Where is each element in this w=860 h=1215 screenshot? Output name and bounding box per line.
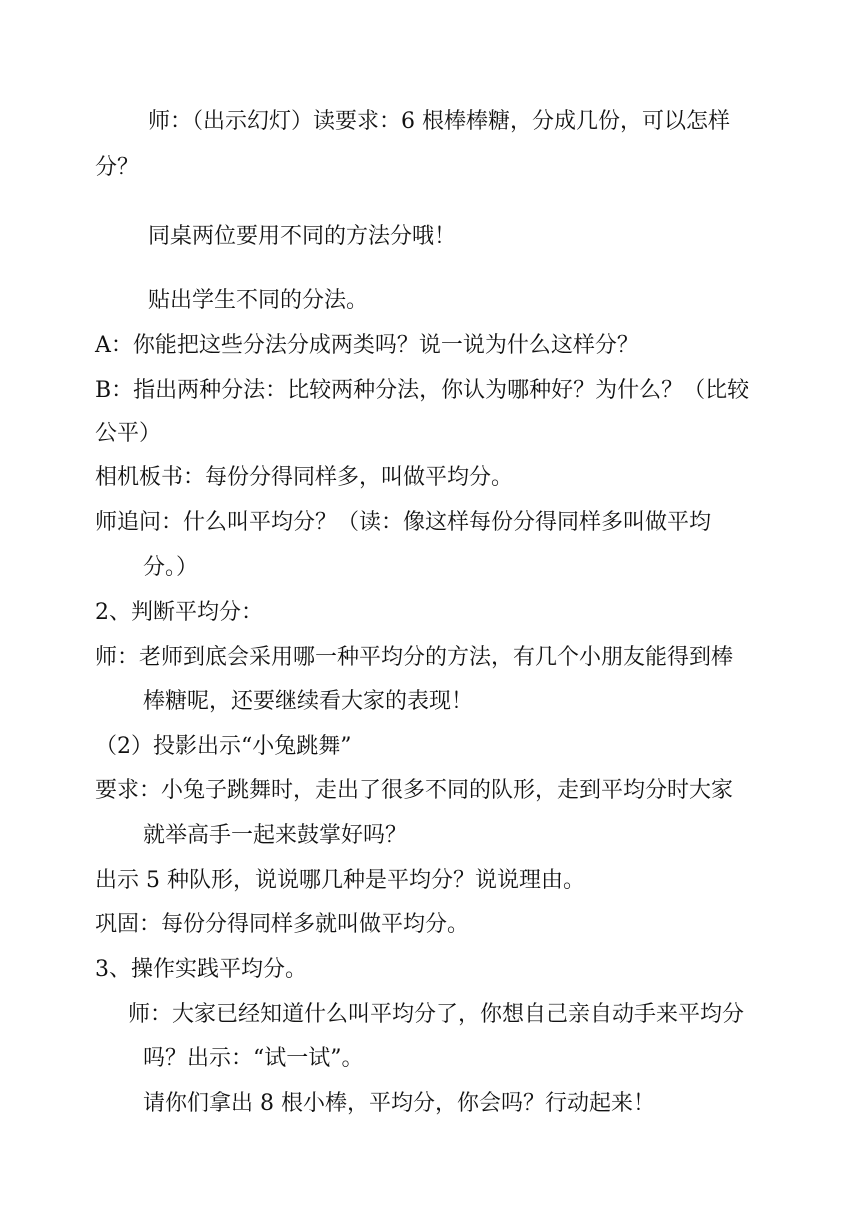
text-line: 师：老师到底会采用哪一种平均分的方法，有几个小朋友能得到棒 — [95, 645, 734, 670]
text-line: A：你能把这些分法分成两类吗？说一说为什么这样分？ — [95, 333, 639, 358]
text-line: 巩固：每份分得同样多就叫做平均分。 — [95, 912, 470, 937]
text-line: 同桌两位要用不同的方法分哦！ — [148, 224, 457, 249]
text-line: 相机板书：每份分得同样多，叫做平均分。 — [95, 465, 514, 490]
text-line: 就举高手一起来鼓掌好吗？ — [143, 823, 408, 848]
text-line: 吗？出示：“试一试”。 — [143, 1046, 364, 1071]
section-heading: 3、操作实践平均分。 — [95, 957, 307, 982]
text-line: 棒糖呢，还要继续看大家的表现！ — [143, 689, 474, 714]
text-line: 分。） — [143, 555, 199, 580]
section-heading: 2、判断平均分： — [95, 600, 263, 625]
text-line: 师追问：什么叫平均分？（读：像这样每份分得同样多叫做平均 — [95, 510, 712, 535]
text-line: 出示 5 种队形，说说哪几种是平均分？说说理由。 — [95, 868, 585, 893]
text-line: 贴出学生不同的分法。 — [148, 288, 369, 313]
text-line: （2）投影出示“小兔跳舞” — [95, 734, 352, 759]
text-line: 分？ — [95, 155, 140, 180]
text-line: 师：大家已经知道什么叫平均分了，你想自己亲自动手来平均分 — [128, 1002, 745, 1027]
text-line: 请你们拿出 8 根小棒，平均分，你会吗？行动起来！ — [143, 1091, 655, 1116]
text-line: 师：（出示幻灯）读要求：6 根棒棒糖，分成几份，可以怎样 — [148, 109, 730, 134]
text-line: 要求：小兔子跳舞时，走出了很多不同的队形，走到平均分时大家 — [95, 778, 734, 803]
text-line: B：指出两种分法：比较两种分法，你认为哪种好？为什么？（比较 — [95, 378, 750, 403]
text-line: 公平） — [95, 421, 162, 446]
